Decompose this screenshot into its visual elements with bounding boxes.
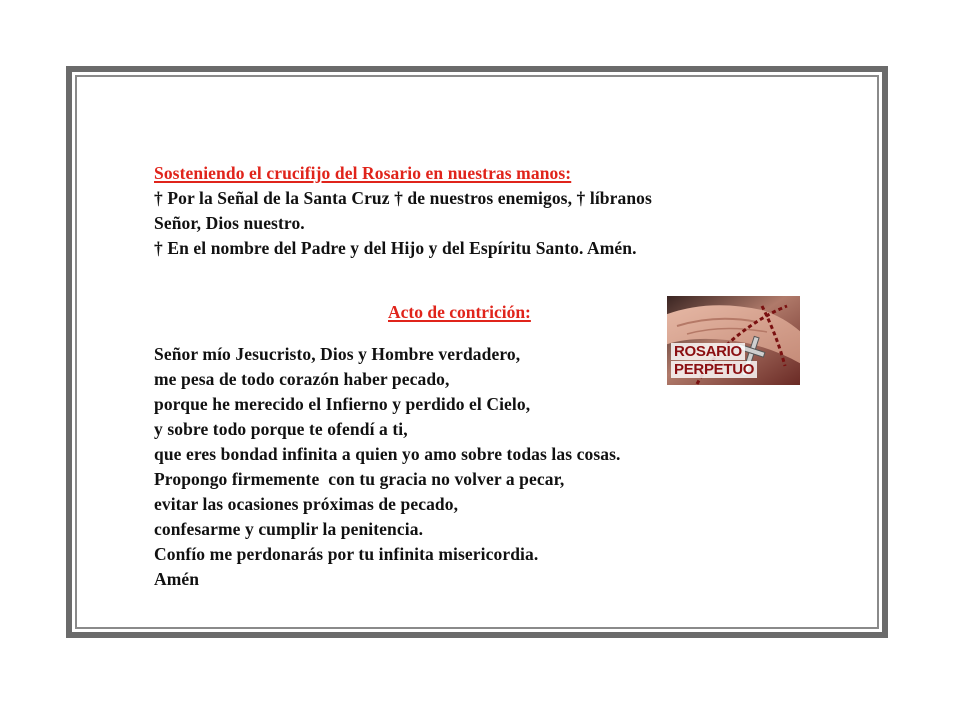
prayer-line: y sobre todo porque te ofendí a ti, <box>154 419 408 439</box>
badge-line-1: ROSARIO <box>671 343 745 360</box>
prayer-line: Amén <box>154 569 200 589</box>
intro-block <box>154 161 652 261</box>
act-title: Acto de contrición: <box>388 302 531 322</box>
intro-line: † En el nombre del Padre y del Hijo y del Espíritu Santo. Amén. <box>154 238 637 258</box>
prayer-line: me pesa de todo corazón haber pecado, <box>154 369 450 389</box>
prayer-line: confesarme y cumplir la penitencia. <box>154 519 424 539</box>
prayer-line: Confío me perdonarás por tu infinita misericordia. <box>154 544 539 564</box>
prayer-line: porque he merecido el Infierno y perdido el Cielo, <box>154 394 531 414</box>
rosario-perpetuo-image <box>667 296 800 385</box>
intro-line: † Por la Señal de la Santa Cruz † de nuestros enemigos, † líbranos <box>154 188 652 208</box>
act-of-contrition-prayer <box>154 342 620 592</box>
prayer-line: que eres bondad infinita a quien yo amo sobre todas las cosas. <box>154 444 621 464</box>
prayer-line: evitar las ocasiones próximas de pecado, <box>154 494 459 514</box>
intro-heading: Sosteniendo el crucifijo del Rosario en nuestras manos: <box>154 163 572 183</box>
prayer-line: Propongo firmemente con tu gracia no volver a pecar, <box>154 469 565 489</box>
prayer-line: Señor mío Jesucristo, Dios y Hombre verdadero, <box>154 344 521 364</box>
badge-line-2: PERPETUO <box>671 361 757 378</box>
intro-line: Señor, Dios nuestro. <box>154 213 305 233</box>
